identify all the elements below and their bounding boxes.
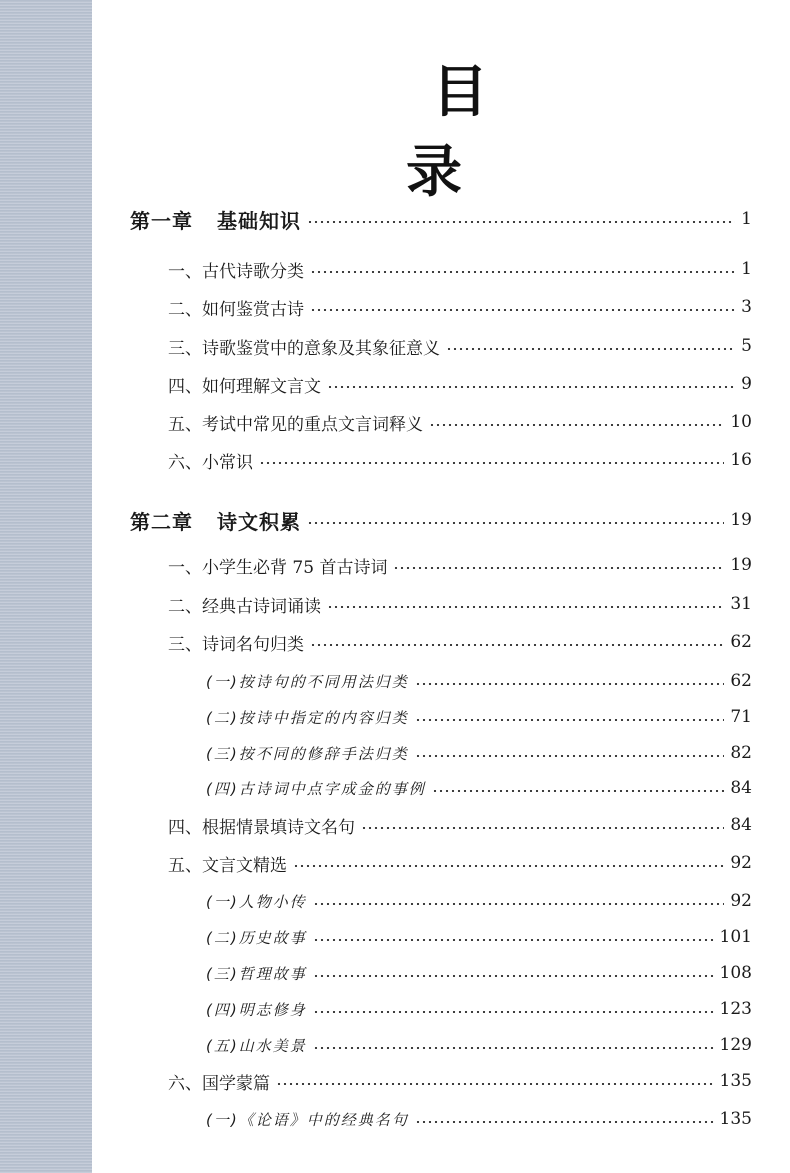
toc-entry-label: (一)按诗句的不同用法归类 [206,672,409,691]
dot-leader [432,790,725,792]
toc-entry[interactable] [168,292,752,322]
dot-leader [310,271,735,273]
toc-subentry[interactable] [206,1030,752,1060]
toc-subentry[interactable] [206,773,752,803]
toc-entry[interactable] [168,550,752,580]
toc-entry-label: (一)人物小传 [206,892,307,911]
dot-leader [313,903,725,905]
toc-page-number: 92 [730,891,752,911]
toc-entry-label: (二)按诗中指定的内容归类 [206,708,409,727]
toc-page-number: 101 [719,927,752,947]
toc-page-number: 84 [730,778,752,798]
toc-entry-label: 六、小常识 [168,452,253,473]
toc-entry[interactable] [168,331,752,361]
toc-page-number: 135 [719,1071,752,1091]
dot-leader [327,606,724,608]
toc-entry-label: (一)《论语》中的经典名句 [206,1110,409,1129]
toc-page-number: 62 [730,632,752,652]
toc-page-number: 31 [730,594,752,614]
toc-entry-label: (四)明志修身 [206,1000,307,1019]
toc-entry-label: 一、小学生必背 75 首古诗词 [168,557,388,578]
dot-leader [313,1047,714,1049]
dot-leader [310,309,735,311]
dot-leader [307,221,735,223]
toc-entry[interactable] [168,254,752,284]
dot-leader [276,1083,714,1085]
dot-leader [415,719,725,721]
toc-page-number: 19 [730,510,752,530]
toc-entry[interactable] [168,1066,752,1096]
toc-page-number: 1 [741,259,752,279]
toc-subentry[interactable] [206,958,752,988]
toc-entry-label: 二、经典古诗词诵读 [168,596,321,617]
toc-entry[interactable] [168,848,752,878]
toc-entry-label: (四)古诗词中点字成金的事例 [206,779,426,798]
toc-page-number: 71 [730,707,752,727]
chapter-title: 基础知识 [217,208,301,233]
toc-page-number: 62 [730,671,752,691]
toc-chapter-1[interactable] [130,204,752,234]
toc-entry-label: (五)山水美景 [206,1036,307,1055]
toc-entry-label [130,506,301,535]
toc-subentry[interactable] [206,666,752,696]
dot-leader [307,522,724,524]
toc-entry-label: 四、根据情景填诗文名句 [168,817,355,838]
dot-leader [259,462,724,464]
dot-leader [313,939,714,941]
chapter-title: 诗文积累 [217,509,301,534]
dot-leader [293,865,724,867]
page-title: 目 录 [406,60,540,205]
toc-page-number: 16 [730,450,752,470]
dot-leader [313,975,714,977]
dot-leader [415,683,725,685]
toc-page-number: 1 [741,209,752,229]
toc-entry-label: (三)按不同的修辞手法归类 [206,744,409,763]
toc-subentry[interactable] [206,922,752,952]
dot-leader [446,348,735,350]
toc-entry[interactable] [168,627,752,657]
toc-entry-label: 四、如何理解文言文 [168,376,321,397]
toc-entry[interactable] [168,810,752,840]
toc-page-number: 3 [741,297,752,317]
toc-entry[interactable] [168,589,752,619]
toc-entry-label: 五、考试中常见的重点文言词释义 [168,414,423,435]
toc-subentry[interactable] [206,994,752,1024]
dot-leader [310,644,724,646]
decorative-side-band [0,0,92,1173]
toc-entry[interactable] [168,445,752,475]
toc-page-number: 129 [719,1035,752,1055]
toc-page-number: 82 [730,743,752,763]
toc-page-number: 9 [741,374,752,394]
toc-page-number: 123 [719,999,752,1019]
dot-leader [393,567,724,569]
toc-page-number: 10 [730,412,752,432]
toc-subentry[interactable] [206,886,752,916]
toc-entry-label: 五、文言文精选 [168,855,287,876]
dot-leader [415,1121,714,1123]
chapter-number: 第二章 [130,509,193,534]
dot-leader [327,386,735,388]
chapter-number: 第一章 [130,208,193,233]
toc-page-number: 84 [730,815,752,835]
toc-entry-label: 六、国学蒙篇 [168,1073,270,1094]
toc-entry-label: (三)哲理故事 [206,964,307,983]
toc-entry-label: 三、诗歌鉴赏中的意象及其象征意义 [168,338,440,359]
toc-page-number: 5 [741,336,752,356]
toc-page-number: 108 [719,963,752,983]
toc-entry-label [130,205,301,234]
dot-leader [361,827,724,829]
toc-entry-label: 一、古代诗歌分类 [168,261,304,282]
toc-entry-label: 二、如何鉴赏古诗 [168,299,304,320]
toc-entry[interactable] [168,369,752,399]
dot-leader [415,755,725,757]
toc-entry[interactable] [168,407,752,437]
toc-subentry[interactable] [206,1104,752,1134]
toc-entry-label: 三、诗词名句归类 [168,634,304,655]
toc-page-number: 92 [730,853,752,873]
toc-chapter-2[interactable] [130,505,752,535]
toc-subentry[interactable] [206,702,752,732]
dot-leader [429,424,724,426]
toc-page-number: 19 [730,555,752,575]
dot-leader [313,1011,714,1013]
toc-page-number: 135 [719,1109,752,1129]
toc-entry-label: (二)历史故事 [206,928,307,947]
toc-subentry[interactable] [206,738,752,768]
